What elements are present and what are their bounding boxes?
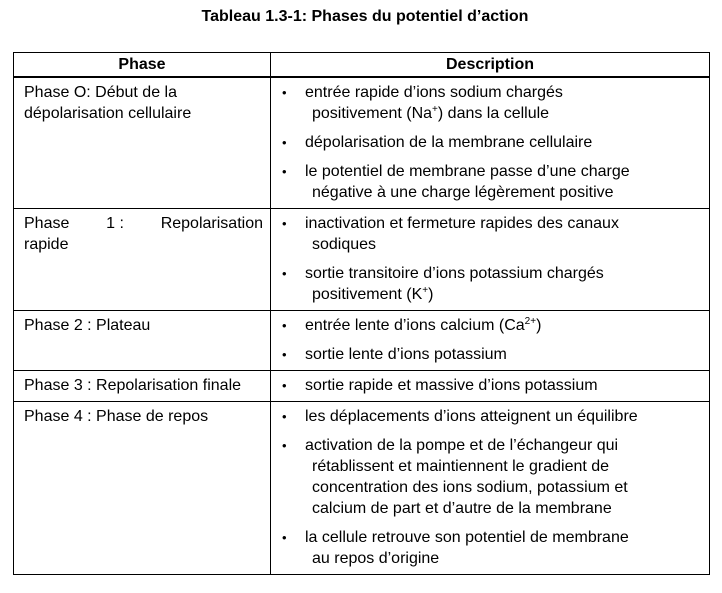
- description-cell: [271, 209, 710, 311]
- bullet-icon: •: [282, 85, 287, 100]
- bullet-icon: •: [282, 135, 287, 150]
- item-text: sortie rapide et massive d’ions potassium: [305, 377, 598, 394]
- table-row: [14, 77, 710, 209]
- list-item: [281, 435, 701, 519]
- table-row: [14, 371, 710, 402]
- list-item: [281, 82, 701, 124]
- bullet-icon: •: [282, 216, 287, 231]
- table-row: [14, 311, 710, 371]
- phase-cell: Phase 4 : Phase de repos: [14, 402, 271, 575]
- description-cell: [271, 402, 710, 575]
- bullet-icon: •: [282, 164, 287, 179]
- item-text: entrée rapide d’ions sodium chargés: [305, 84, 563, 101]
- list-item: [281, 527, 701, 569]
- bullet-icon: •: [282, 378, 287, 393]
- item-text-line: négative à une charge légèrement positive: [312, 184, 614, 201]
- item-text-line: concentration des ions sodium, potassium et: [312, 479, 628, 496]
- phase-label-line: rapide: [24, 236, 69, 253]
- phase-label-line: Phase 1 : Repolarisation: [24, 215, 263, 232]
- phase-column-header: Phase: [14, 53, 271, 78]
- bullet-icon: •: [282, 530, 287, 545]
- description-list: [281, 213, 701, 305]
- bullet-icon: •: [282, 266, 287, 281]
- description-cell: [271, 77, 710, 209]
- phase-cell: Phase 3 : Repolarisation finale: [14, 371, 271, 402]
- list-item: [281, 213, 701, 255]
- list-item: [281, 406, 701, 427]
- superscript: +: [422, 285, 429, 296]
- table-title: Tableau 1.3-1: Phases du potentiel d’action: [201, 8, 529, 25]
- superscript: 2+: [524, 316, 537, 327]
- description-list: [281, 406, 701, 569]
- bullet-icon: •: [282, 438, 287, 453]
- list-item: [281, 375, 701, 396]
- bullet-icon: •: [282, 409, 287, 424]
- phase-cell: Phase 2 : Plateau: [14, 311, 271, 371]
- list-item: [281, 161, 701, 203]
- item-text: sortie transitoire d’ions potassium chargés: [305, 265, 604, 282]
- item-text-line: positivement (K+): [312, 285, 434, 303]
- table-row: [14, 402, 710, 575]
- item-text: le potentiel de membrane passe d’une charge: [305, 163, 630, 180]
- item-text: les déplacements d’ions atteignent un équilibre: [305, 408, 638, 425]
- phase-cell: [14, 209, 271, 311]
- item-text-line: au repos d’origine: [312, 550, 440, 567]
- item-text: inactivation et fermeture rapides des canaux: [305, 215, 619, 232]
- bullet-icon: •: [282, 347, 287, 362]
- item-text-line: positivement (Na+) dans la cellule: [312, 104, 550, 122]
- item-text: entrée lente d’ions calcium $(Ca^{2+})$: [305, 316, 542, 334]
- item-text-line: rétablissent et maintiennent le gradient de: [312, 458, 610, 475]
- item-text: sortie lente d’ions potassium: [305, 346, 507, 363]
- description-cell: [271, 371, 710, 402]
- item-text: la cellule retrouve son potentiel de membrane: [305, 529, 629, 546]
- list-item: [281, 315, 701, 336]
- list-item: [281, 344, 701, 365]
- list-item: [281, 132, 701, 153]
- phase-cell: Phase O: Début de la dépolarisation cellulaire: [14, 77, 271, 209]
- item-text: activation de la pompe et de l’échangeur qui: [305, 437, 619, 454]
- description-list: [281, 375, 701, 396]
- superscript: +: [432, 104, 438, 115]
- phases-table: [13, 52, 710, 575]
- item-text: dépolarisation de la membrane cellulaire: [305, 134, 593, 151]
- item-text-line: sodiques: [312, 236, 377, 253]
- description-cell: [271, 311, 710, 371]
- table-header-row: [14, 53, 710, 78]
- list-item: [281, 263, 701, 305]
- description-list: [281, 315, 701, 365]
- bullet-icon: •: [282, 318, 287, 333]
- item-text-line: calcium de part et d’autre de la membrane: [312, 500, 612, 517]
- description-list: [281, 82, 701, 203]
- table-row: [14, 209, 710, 311]
- description-column-header: Description: [271, 53, 710, 78]
